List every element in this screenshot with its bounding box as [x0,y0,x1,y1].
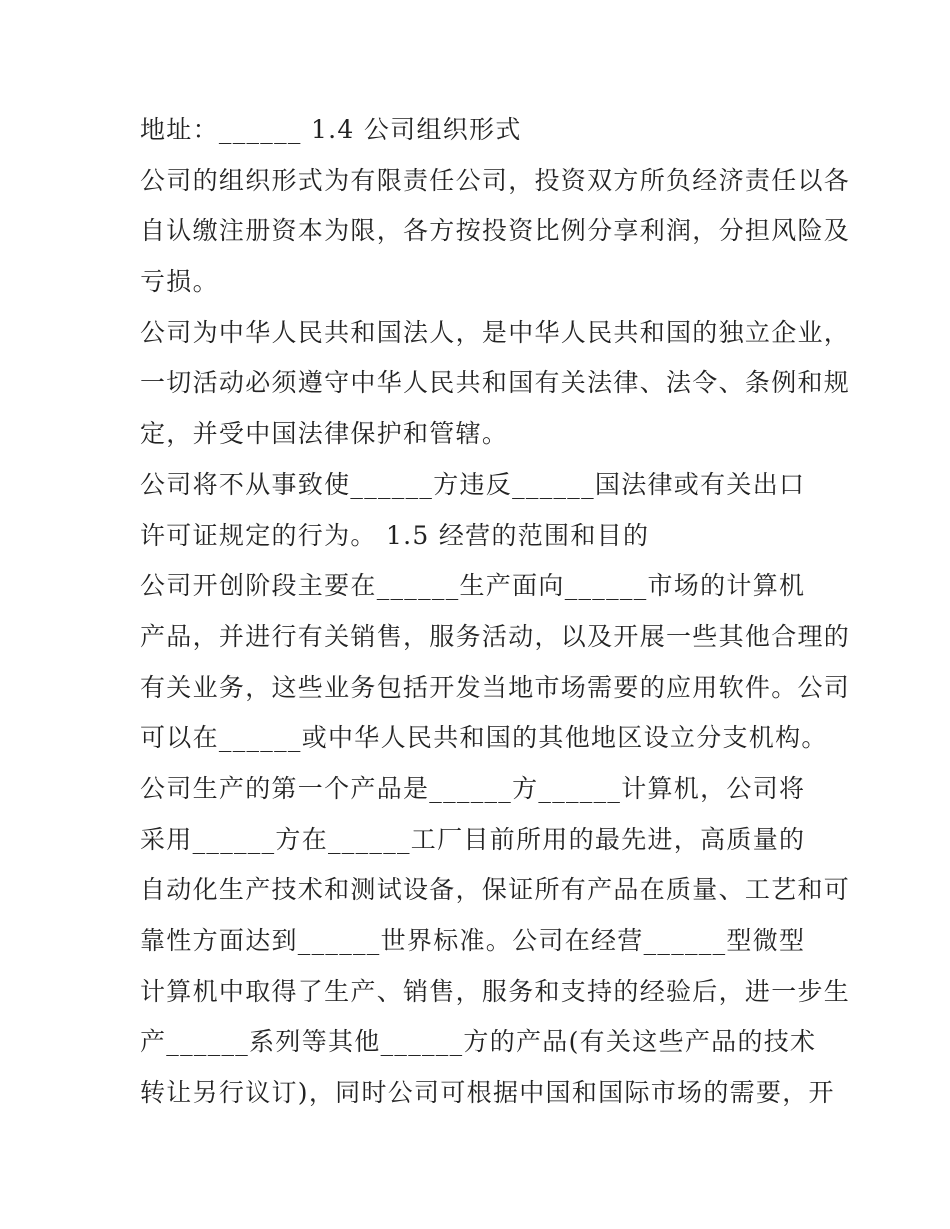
text-line: 公司将不从事致使______方违反______国法律或有关出口 [140,469,806,499]
text-line: 公司为中华人民共和国法人，是中华人民共和国的独立企业， [140,317,851,347]
text-line: 产______系列等其他______方的产品(有关这些产品的技术 [140,1027,817,1057]
text-line: 自动化生产技术和测试设备，保证所有产品在质量、工艺和可 [140,875,851,905]
text-line: 一切活动必须遵守中华人民共和国有关法律、法令、条例和规 [140,368,851,398]
text-line: 有关业务，这些业务包括开发当地市场需要的应用软件。公司 [140,672,851,702]
document-page [140,105,851,1119]
text-line: 计算机中取得了生产、销售，服务和支持的经验后，进一步生 [140,976,851,1006]
text-line: 靠性方面达到______世界标准。公司在经营______型微型 [140,926,806,955]
text-line: 定，并受中国法律保护和管辖。 [140,419,509,449]
text-line: 公司生产的第一个产品是______方______计算机，公司将 [140,773,806,803]
text-line: 可以在______或中华人民共和国的其他地区设立分支机构。 [140,723,828,753]
text-line: 地址：______ 1.4 公司组织形式 [140,115,522,144]
text-line: 转让另行议订)，同时公司可根据中国和国际市场的需要，开 [140,1078,835,1108]
text-line: 自认缴注册资本为限，各方按投资比例分享利润，分担风险及 [140,216,851,246]
text-line: 公司的组织形式为有限责任公司，投资双方所负经济责任以各 [140,165,851,195]
text-line: 亏损。 [140,267,219,297]
text-line: 产品，并进行有关销售，服务活动，以及开展一些其他合理的 [140,621,851,651]
text-line: 许可证规定的行为。 1.5 经营的范围和目的 [140,520,650,550]
text-line: 采用______方在______工厂目前所用的最先进，高质量的 [140,824,806,854]
text-line: 公司开创阶段主要在______生产面向______市场的计算机 [140,571,806,601]
